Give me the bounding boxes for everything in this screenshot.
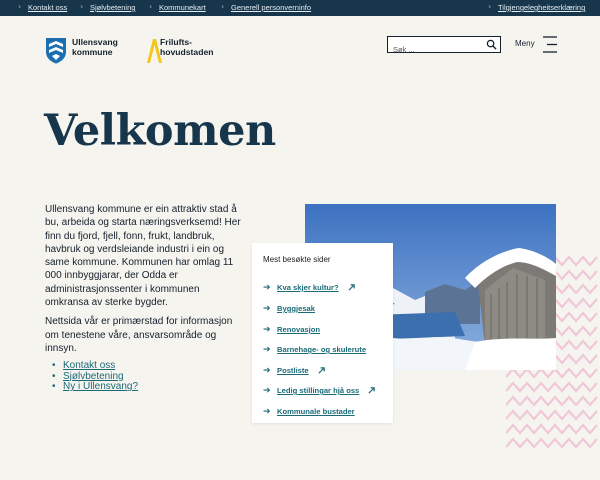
- list-item: [263, 317, 320, 336]
- topbar-link-kontakt[interactable]: Kontakt oss: [28, 3, 68, 12]
- link-barnehage-skulerute[interactable]: Barnehage- og skulerute: [277, 345, 367, 354]
- chevron-right-icon: ›: [18, 2, 22, 11]
- menu-label[interactable]: Meny: [515, 39, 535, 48]
- partner-line1: Frilufts-: [160, 37, 192, 47]
- logo-line1: Ullensvang: [72, 37, 118, 47]
- partner-line2: hovudstaden: [160, 46, 214, 57]
- link-ledig-stillingar[interactable]: Ledig stillingar hjå oss: [277, 386, 360, 395]
- most-visited-card: [252, 243, 393, 423]
- topbar-link-personvern[interactable]: Generell personverninfo: [231, 3, 312, 12]
- topbar-link-tilgjengelegheit[interactable]: Tilgjengelegheitserklæring: [498, 3, 586, 12]
- card-heading: Mest besøkte sider: [263, 255, 331, 264]
- chevron-right-icon: ›: [149, 2, 153, 11]
- hamburger-menu-icon[interactable]: [541, 36, 558, 53]
- external-link-icon: [348, 284, 355, 291]
- arrow-right-icon: ➔: [263, 407, 271, 417]
- external-link-icon: [368, 387, 375, 394]
- intro-paragraph: Nettsida vår er primærstad for informasjon om tenestene våre, ansvarsområde og innsyn.: [45, 316, 233, 354]
- logo-line2: kommune: [72, 46, 113, 57]
- link-renovasjon[interactable]: Renovasjon: [277, 325, 321, 334]
- chevron-right-icon: ›: [488, 2, 492, 11]
- link-byggjesak[interactable]: Byggjesak: [277, 304, 315, 313]
- intro-link-sjolvbetening[interactable]: Sjølvbetening: [63, 370, 124, 382]
- search-box: [387, 36, 501, 53]
- topbar-link-sjolvbetening[interactable]: Sjølvbetening: [90, 3, 136, 12]
- arrow-right-icon: ➔: [263, 304, 271, 314]
- link-kommunale-bustader[interactable]: Kommunale bustader: [277, 407, 355, 416]
- list-item: [263, 337, 366, 356]
- arrow-right-icon: ➔: [263, 283, 271, 293]
- external-link-icon: [318, 367, 325, 374]
- search-icon[interactable]: [486, 39, 497, 50]
- intro-section: [45, 203, 245, 393]
- intro-paragraph: Ullensvang kommune er ein attraktiv stad å bu, arbeida og starta næringsverksemd! Her finn du fjord, fjell, fonn, frukt, landbruk, havbruk og verdsleiande industri i ein og same kommune. Kommunen har omlag 11 000 innbyggjarar, der Odda er administrasjonssenter i kommunen omkransa av sterke bygder.: [45, 204, 241, 309]
- intro-link-kontakt[interactable]: Kontakt oss: [63, 360, 116, 372]
- search-input[interactable]: [388, 43, 480, 57]
- intro-link-ny[interactable]: Ny i Ullensvang?: [63, 381, 139, 393]
- list-item: [263, 296, 315, 315]
- arrow-right-icon: ➔: [263, 345, 271, 355]
- list-item: [263, 378, 375, 397]
- top-utility-bar: [0, 0, 600, 16]
- link-kva-skjer-kultur[interactable]: Kva skjer kultur?: [277, 283, 339, 292]
- link-postliste[interactable]: Postliste: [277, 366, 309, 375]
- municipality-logo-text[interactable]: [72, 38, 118, 57]
- list-item: [263, 399, 355, 418]
- list-item: [45, 382, 245, 393]
- intro-link-list: [45, 361, 245, 393]
- arrow-right-icon: ➔: [263, 325, 271, 335]
- list-item: [263, 358, 325, 377]
- arrow-right-icon: ➔: [263, 386, 271, 396]
- topbar-link-kommunekart[interactable]: Kommunekart: [159, 3, 206, 12]
- friluftshovudstaden-logo-text[interactable]: [160, 38, 213, 57]
- chevron-right-icon: ›: [221, 2, 225, 11]
- coat-of-arms-icon[interactable]: [45, 37, 67, 64]
- arrow-right-icon: ➔: [263, 366, 271, 376]
- chevron-right-icon: ›: [80, 2, 84, 11]
- page-title: Velkomen: [44, 106, 276, 156]
- list-item: [263, 275, 355, 294]
